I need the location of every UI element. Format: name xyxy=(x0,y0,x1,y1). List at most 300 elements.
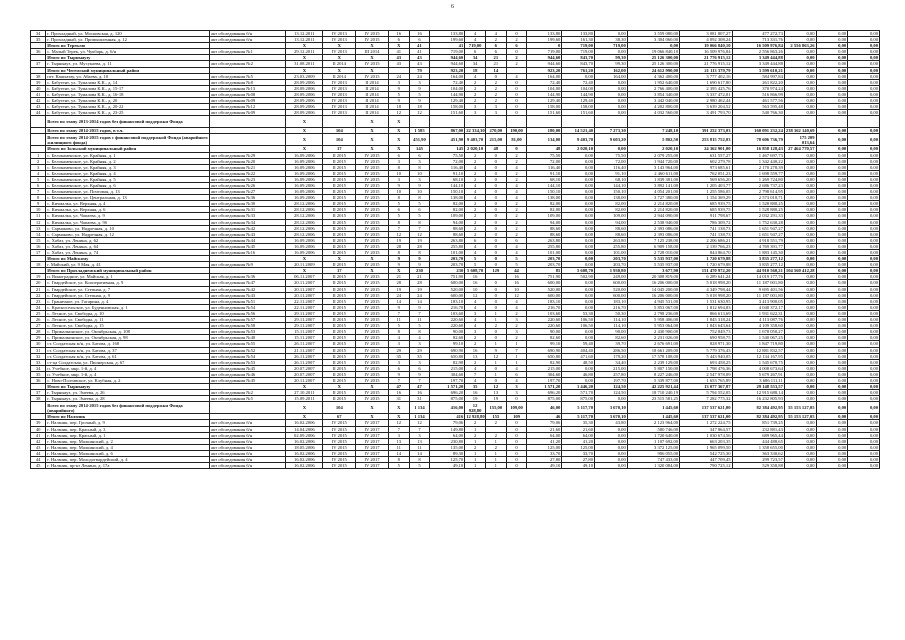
table-cell: 0 xyxy=(506,146,527,152)
table-cell: 0,00 xyxy=(562,158,595,164)
table-cell: 4 945 531,00 xyxy=(627,298,679,304)
table-cell: 16.02.2006 xyxy=(286,420,323,426)
table-cell: 38,30 xyxy=(595,37,628,43)
table-cell: 9 695 401,56 xyxy=(732,286,784,292)
table-cell: 0,00 xyxy=(562,298,595,304)
table-cell: 9 xyxy=(388,371,409,377)
table-cell: 94,00 xyxy=(430,219,465,225)
table-cell: 696,20 xyxy=(527,390,562,396)
table-cell: 5 018 998,20 xyxy=(680,280,732,286)
table-cell: 923,20 xyxy=(527,67,562,73)
table-cell: акт обследования б/н xyxy=(209,450,285,456)
table-cell: 19 xyxy=(485,396,506,402)
table-cell: 751,90 xyxy=(527,274,562,280)
table-cell: акт обследования №53 xyxy=(209,329,285,335)
table-cell: 88,60 xyxy=(527,225,562,231)
table-cell: 2 xyxy=(485,91,506,97)
table-cell: 0,00 xyxy=(848,359,880,365)
table-cell: 125,00 xyxy=(562,444,595,450)
table-cell: 762 051,23 xyxy=(680,170,732,176)
table-cell: 27,80 xyxy=(527,457,562,463)
table-cell: X xyxy=(286,384,323,390)
table-cell: акт обследования №16 xyxy=(209,250,285,256)
table-cell: 133,80 xyxy=(430,31,465,37)
table-cell: 33,70 xyxy=(562,450,595,456)
table-cell: 786 309,72 xyxy=(680,219,732,225)
table-cell: II 2014 xyxy=(356,79,389,85)
table-cell: 2 214 820,00 xyxy=(627,201,679,207)
table-cell: с. Бабугент, ул. Тумалова К.К., д. 15-17 xyxy=(46,85,210,91)
table-cell: 0 xyxy=(485,73,506,79)
table-cell: 6 xyxy=(409,207,430,213)
table-cell: 14.04.2006 xyxy=(286,426,323,432)
table-cell: 6 xyxy=(485,43,506,49)
table-cell: 851 739,25 xyxy=(732,420,784,426)
table-cell: II 2015 xyxy=(323,164,356,170)
table-cell: 158,00 xyxy=(527,104,562,110)
table-cell: 2 xyxy=(465,85,486,91)
table-cell: 304,60 xyxy=(527,371,562,377)
table-cell: 867,00 xyxy=(430,128,465,134)
table-cell: IV 2015 xyxy=(356,61,389,67)
table-cell: 4 xyxy=(506,73,527,79)
table-cell: 101,00 xyxy=(430,250,465,256)
table-cell: 0,00 xyxy=(784,359,816,365)
table-cell: II 2015 xyxy=(323,341,356,347)
table-cell: 1 540 067,25 xyxy=(732,335,784,341)
table-cell: 8 xyxy=(31,195,46,201)
table-cell: 46,80 xyxy=(562,371,595,377)
table-cell: 72,00 xyxy=(527,158,562,164)
table-cell: 0,00 xyxy=(595,457,628,463)
table-cell: IV 2015 xyxy=(356,329,389,335)
table-cell: 0,00 xyxy=(848,256,880,262)
table-cell: 88,60 xyxy=(430,231,465,237)
table-cell: 4 040 372,17 xyxy=(732,304,784,310)
table-cell: ст. Солдатская м/н, ул. Батова, д. 61 xyxy=(46,353,210,359)
table-cell: 12 xyxy=(506,292,527,298)
table-cell: 0,00 xyxy=(784,280,816,286)
table-cell: 685 939,75 xyxy=(680,201,732,207)
table-cell: 24 xyxy=(388,73,409,79)
table-cell: 4 032 560,00 xyxy=(627,110,679,116)
table-cell: 2 xyxy=(465,158,486,164)
table-cell: II 2015 xyxy=(323,243,356,249)
table-cell: 85 xyxy=(527,268,562,274)
table-cell: 3 xyxy=(506,317,527,323)
table-cell: 135,00 xyxy=(430,444,465,450)
table-cell: 8 xyxy=(388,195,409,201)
table-cell: 238 362 140,69 xyxy=(785,128,815,134)
table-cell: 0,00 xyxy=(816,176,848,182)
table-cell: 29 148 553,57 xyxy=(732,384,784,390)
table-cell: 104 xyxy=(323,128,356,134)
table-cell: 255,80 xyxy=(430,243,465,249)
table-cell: II 2015 xyxy=(323,207,356,213)
table-cell: 0,00 xyxy=(816,37,848,43)
table-cell: 1 653 765,89 xyxy=(680,377,732,383)
table-cell: акт обследования б/н xyxy=(209,37,285,43)
table-cell: 4 xyxy=(465,164,486,170)
table-cell: 44 xyxy=(506,268,527,274)
table-cell: 471,60 xyxy=(562,353,595,359)
table-cell: IV 2015 xyxy=(356,243,389,249)
table-cell: 8 xyxy=(388,164,409,170)
table-cell: 2 xyxy=(485,79,506,85)
table-cell: IV 2015 xyxy=(356,365,389,371)
table-cell: 2 xyxy=(465,98,486,104)
table-cell: с. Белокаменское, ул. Крайняя, д. 2 xyxy=(46,158,210,164)
table-cell: 0,00 xyxy=(784,317,816,323)
table-cell: 18 xyxy=(409,104,430,110)
table-cell: 137 537 621,00 xyxy=(680,414,732,420)
table-cell: 43 xyxy=(31,104,46,110)
table-cell: IV 2015 xyxy=(356,201,389,207)
table-cell: 216,70 xyxy=(430,304,465,310)
table-cell: 7 125 238,00 xyxy=(627,237,679,243)
table-cell: 0,00 xyxy=(816,347,848,353)
table-cell: 230 xyxy=(430,268,465,274)
table-cell: 3 670,10 xyxy=(595,402,628,414)
table-cell: 16 xyxy=(31,243,46,249)
table-cell: 20.11.2007 xyxy=(286,292,323,298)
table-cell: 2 393 086,00 xyxy=(627,225,679,231)
table-cell: 0,00 xyxy=(848,225,880,231)
table-cell: 0,00 xyxy=(816,243,848,249)
table-cell: 2 xyxy=(485,420,506,426)
table-cell: 18.05.2006 xyxy=(286,444,323,450)
table-cell: 2 xyxy=(506,225,527,231)
table-cell: 0,00 xyxy=(848,195,880,201)
table-cell: с. Лесное, ул. Свободы, д. 11 xyxy=(46,317,210,323)
table-cell: с. Белокаменское, ул. Крайняя, д. 5 xyxy=(46,176,210,182)
table-cell: 4 xyxy=(506,304,527,310)
table-cell: II 2015 xyxy=(323,189,356,195)
table-cell: 3 xyxy=(465,110,486,116)
table-cell: 9 xyxy=(31,201,46,207)
table-cell: X xyxy=(388,414,409,420)
table-cell: 0,00 xyxy=(848,335,880,341)
table-cell: 19 xyxy=(31,274,46,280)
table-cell: 0,00 xyxy=(784,444,816,450)
table-cell: 16.02.2006 xyxy=(286,438,323,444)
table-cell: 0 xyxy=(485,170,506,176)
table-cell: II 2015 xyxy=(323,377,356,383)
table-cell: 0 xyxy=(485,213,506,219)
table-cell: 1 xyxy=(465,463,486,469)
table-cell: IV 2015 xyxy=(356,31,389,37)
table-cell: 0,00 xyxy=(595,91,628,97)
table-cell: 0 xyxy=(506,79,527,85)
table-cell: 3 372 125,00 xyxy=(627,444,679,450)
table-cell xyxy=(485,116,506,128)
table-cell: 0,00 xyxy=(595,110,628,116)
table-cell: IV 2017 xyxy=(356,426,389,432)
table-cell: 2 556 863,26 xyxy=(732,49,784,55)
table-cell: 0,00 xyxy=(848,61,880,67)
table-cell: 2 944 090,00 xyxy=(627,213,679,219)
table-cell: 41 xyxy=(388,49,409,55)
table-cell: г. Нальчик, пер. Малкинский, д. 6 xyxy=(46,450,210,456)
table-cell: 16.09.2006 xyxy=(286,189,323,195)
table-cell: 1 585 xyxy=(409,128,430,134)
table-cell: IV 2015 xyxy=(356,237,389,243)
table-cell: 21.11.2007 xyxy=(286,347,323,353)
table-cell: 0,00 xyxy=(816,79,848,85)
table-cell: X xyxy=(286,128,323,134)
table-cell: 7 273,30 xyxy=(595,128,628,134)
table-cell: 2 728 010,00 xyxy=(627,250,679,256)
table-cell: 0,00 xyxy=(784,104,816,110)
table-cell: 82,60 xyxy=(595,335,628,341)
table-cell: 8 xyxy=(409,250,430,256)
table-cell: 6 xyxy=(506,237,527,243)
table-cell: 0,00 xyxy=(816,250,848,256)
table-cell: 4 769 391,77 xyxy=(732,243,784,249)
table-cell: 55 153 127,05 xyxy=(784,414,816,420)
table-cell: II 2015 xyxy=(323,158,356,164)
table-cell: 5 xyxy=(31,176,46,182)
table-cell: 162,00 xyxy=(595,67,628,73)
table-cell: 155 xyxy=(485,414,506,420)
table-cell: 5 794 552,05 xyxy=(680,390,732,396)
table-cell: 16.09.2006 xyxy=(286,152,323,158)
table-cell: X xyxy=(323,256,356,262)
table-cell: 0,00 xyxy=(816,426,848,432)
table-cell: 13 077 367,87 xyxy=(680,384,732,390)
table-cell: 43 xyxy=(409,55,430,61)
table-cell: 0,00 xyxy=(595,79,628,85)
table-cell: 0,00 xyxy=(562,73,595,79)
table-cell: 0,00 xyxy=(848,43,880,49)
table-cell: 0,00 xyxy=(848,304,880,310)
table-cell: 47 xyxy=(409,384,430,390)
table-cell: II 2014 xyxy=(356,91,389,97)
table-cell: 144,90 xyxy=(527,91,562,97)
table-cell: 104 xyxy=(323,402,356,414)
table-cell: IV 2015 xyxy=(356,213,389,219)
table-cell: 35 xyxy=(31,371,46,377)
table-cell: 0,00 xyxy=(595,426,628,432)
table-cell: II 2015 xyxy=(323,390,356,396)
table-cell: 0,00 xyxy=(816,402,848,414)
table-cell: 563 595,48 xyxy=(732,104,784,110)
table-cell: 257,80 xyxy=(595,371,628,377)
table-cell: 0,00 xyxy=(848,152,880,158)
table-cell: 106,50 xyxy=(562,317,595,323)
table-cell: X xyxy=(356,256,389,262)
table-cell: 0,00 xyxy=(816,170,848,176)
table-cell: 0 xyxy=(485,292,506,298)
table-cell: 0,00 xyxy=(848,450,880,456)
table-cell: 16.09.2006 xyxy=(286,164,323,170)
table-cell: 255,80 xyxy=(595,243,628,249)
table-cell: Всего по этапу 2014-2015 годов, в т.ч. xyxy=(46,128,210,134)
table-cell: II 2014 xyxy=(356,98,389,104)
table-cell: 18 710 240,19 xyxy=(627,390,679,396)
table-cell: 4 xyxy=(465,31,486,37)
table-cell: 35 xyxy=(31,37,46,43)
table-cell: 3 xyxy=(465,310,486,316)
table-cell: 2 xyxy=(465,359,486,365)
table-cell: 10 xyxy=(409,189,430,195)
table-cell: 109,00 xyxy=(527,213,562,219)
table-cell: 101,00 xyxy=(595,250,628,256)
table-cell: Итого по Прохладненский муниципальный район xyxy=(46,268,210,274)
table-cell: 0,00 xyxy=(784,98,816,104)
table-cell: 923,20 xyxy=(430,67,465,73)
table-cell: 3 xyxy=(506,390,527,396)
table-cell: 9 xyxy=(409,182,430,188)
table-cell: 0,00 xyxy=(848,134,880,146)
table-cell: акт обследования №54 xyxy=(209,353,285,359)
table-cell: II 2015 xyxy=(323,371,356,377)
table-cell: 4 xyxy=(465,189,486,195)
table-cell: 124,50 xyxy=(595,384,628,390)
table-cell: 133,80 xyxy=(562,31,595,37)
table-cell: 0,00 xyxy=(784,231,816,237)
table-cell: 253 815 752,03 xyxy=(680,134,732,146)
table-cell: 7 xyxy=(388,426,409,432)
table-cell: 1 965 099,50 xyxy=(680,444,732,450)
table-cell: II 2015 xyxy=(323,335,356,341)
table-cell: 0,00 xyxy=(816,61,848,67)
table-cell: 12 xyxy=(465,292,486,298)
table-cell: 0,00 xyxy=(816,207,848,213)
table-cell: 3 599 610,21 xyxy=(732,67,784,73)
table-cell: 2 xyxy=(506,207,527,213)
table-cell: 0,00 xyxy=(848,37,880,43)
table-cell: 0,00 xyxy=(816,268,848,274)
table-cell: 7 xyxy=(409,426,430,432)
table-cell: 94,00 xyxy=(595,219,628,225)
table-cell: X xyxy=(356,128,389,134)
table-cell: 4 202 800,00 xyxy=(627,104,679,110)
table-cell: IV 2015 xyxy=(323,432,356,438)
table-cell: 299 723,57 xyxy=(732,457,784,463)
table-cell xyxy=(430,116,465,128)
table-cell: 6 xyxy=(465,49,486,55)
table-cell: 7 xyxy=(409,225,430,231)
table-cell: 0,00 xyxy=(816,182,848,188)
table-cell: 7 xyxy=(388,225,409,231)
table-cell: IV 2015 xyxy=(356,317,389,323)
table-cell: 129,40 xyxy=(562,98,595,104)
table-cell: 3 xyxy=(465,329,486,335)
table-cell: 0,00 xyxy=(848,420,880,426)
table-cell: 4 xyxy=(409,335,430,341)
table-cell: IV 2015 xyxy=(356,359,389,365)
table-cell: 150,10 xyxy=(430,189,465,195)
table-cell: акт обследования б/н xyxy=(209,457,285,463)
table-cell: 9 xyxy=(388,262,409,268)
table-cell: 1 xyxy=(485,359,506,365)
table-cell: 761,20 xyxy=(562,67,595,73)
table-cell: 29 xyxy=(31,335,46,341)
table-cell: 9 xyxy=(388,304,409,310)
table-cell: 600,00 xyxy=(595,292,628,298)
table-cell: 21,60 xyxy=(527,426,562,432)
table-cell: 34 xyxy=(465,61,486,67)
table-cell: 26.11.2007 xyxy=(286,353,323,359)
table-cell: IV 2015 xyxy=(356,176,389,182)
table-cell: 0,00 xyxy=(848,176,880,182)
table-cell: пгт. Кашхатау, ул. Абаева, д. 10 xyxy=(46,73,210,79)
table-cell: 973 685,61 xyxy=(680,164,732,170)
table-cell: 0,00 xyxy=(562,365,595,371)
table-cell: с. Лесное, ул. Свободы, д. 10 xyxy=(46,310,210,316)
table-cell: 13.12.2011 xyxy=(286,31,323,37)
table-cell: 7 xyxy=(388,377,409,383)
table-cell: IV 2015 xyxy=(356,353,389,359)
table-cell: г. Тырныауз, ул. Энеева, д. 26 xyxy=(46,390,210,396)
table-cell: 4 xyxy=(506,250,527,256)
table-cell: акт обследования №5 xyxy=(209,73,285,79)
table-cell: X xyxy=(356,67,389,73)
table-cell: 16 232 805,93 xyxy=(732,396,784,402)
table-cell: 16 509 976,84 xyxy=(680,49,732,55)
table-cell: 719,00 xyxy=(527,49,562,55)
table-cell: 0,00 xyxy=(784,256,816,262)
table-cell: 1 272 224,75 xyxy=(680,420,732,426)
table-cell: 5 958 406,00 xyxy=(627,317,679,323)
table-cell: 197,70 xyxy=(430,377,465,383)
table-cell: 0,00 xyxy=(784,164,816,170)
table-cell: 72,00 xyxy=(595,158,628,164)
table-cell: 5 608,70 xyxy=(562,268,595,274)
table-cell: 3 337 472,01 xyxy=(680,91,732,97)
table-cell: 0,00 xyxy=(595,98,628,104)
table-cell: 0,00 xyxy=(848,444,880,450)
table-cell: 116,40 xyxy=(430,164,465,170)
table-cell: 06.11.2007 xyxy=(286,274,323,280)
table-cell: 1 798 476,36 xyxy=(680,365,732,371)
table-cell: 2 538 940,00 xyxy=(627,219,679,225)
table-cell: 477 272,73 xyxy=(732,31,784,37)
table-cell: 34 xyxy=(31,365,46,371)
table-row xyxy=(31,116,880,128)
table-cell: 24 xyxy=(31,304,46,310)
table-cell: 0,00 xyxy=(848,341,880,347)
table-cell: 11 xyxy=(388,444,409,450)
table-cell: 1 xyxy=(485,463,506,469)
table-cell: 2 xyxy=(485,432,506,438)
table-cell: 0,00 xyxy=(848,201,880,207)
table-cell: IV 2013 xyxy=(323,110,356,116)
table-cell: 104,00 xyxy=(527,85,562,91)
table-cell: 29.11.2007 xyxy=(286,317,323,323)
table-cell: 16 xyxy=(409,390,430,396)
table-cell: 125,00 xyxy=(527,444,562,450)
table-cell: 16 xyxy=(506,274,527,280)
table-cell: 3 xyxy=(409,79,430,85)
table-cell: 347 864,57 xyxy=(680,426,732,432)
table-cell: 10 xyxy=(506,286,527,292)
table-cell: акт обследования №45 xyxy=(209,365,285,371)
table-cell: IV 2015 xyxy=(356,274,389,280)
table-cell: 0,00 xyxy=(784,450,816,456)
table-cell: 2 123 964,00 xyxy=(627,420,679,426)
table-cell: 22.11.2007 xyxy=(286,304,323,310)
table-cell: 16.02.2006 xyxy=(286,450,323,456)
table-cell: 44 xyxy=(31,450,46,456)
table-cell: 13.12.2011 xyxy=(286,37,323,43)
table-cell: 0,00 xyxy=(848,286,880,292)
table-cell: 1 xyxy=(465,457,486,463)
table-cell: 48 xyxy=(485,146,506,152)
table-cell: 35 xyxy=(409,353,430,359)
table-cell: 91,10 xyxy=(595,170,628,176)
